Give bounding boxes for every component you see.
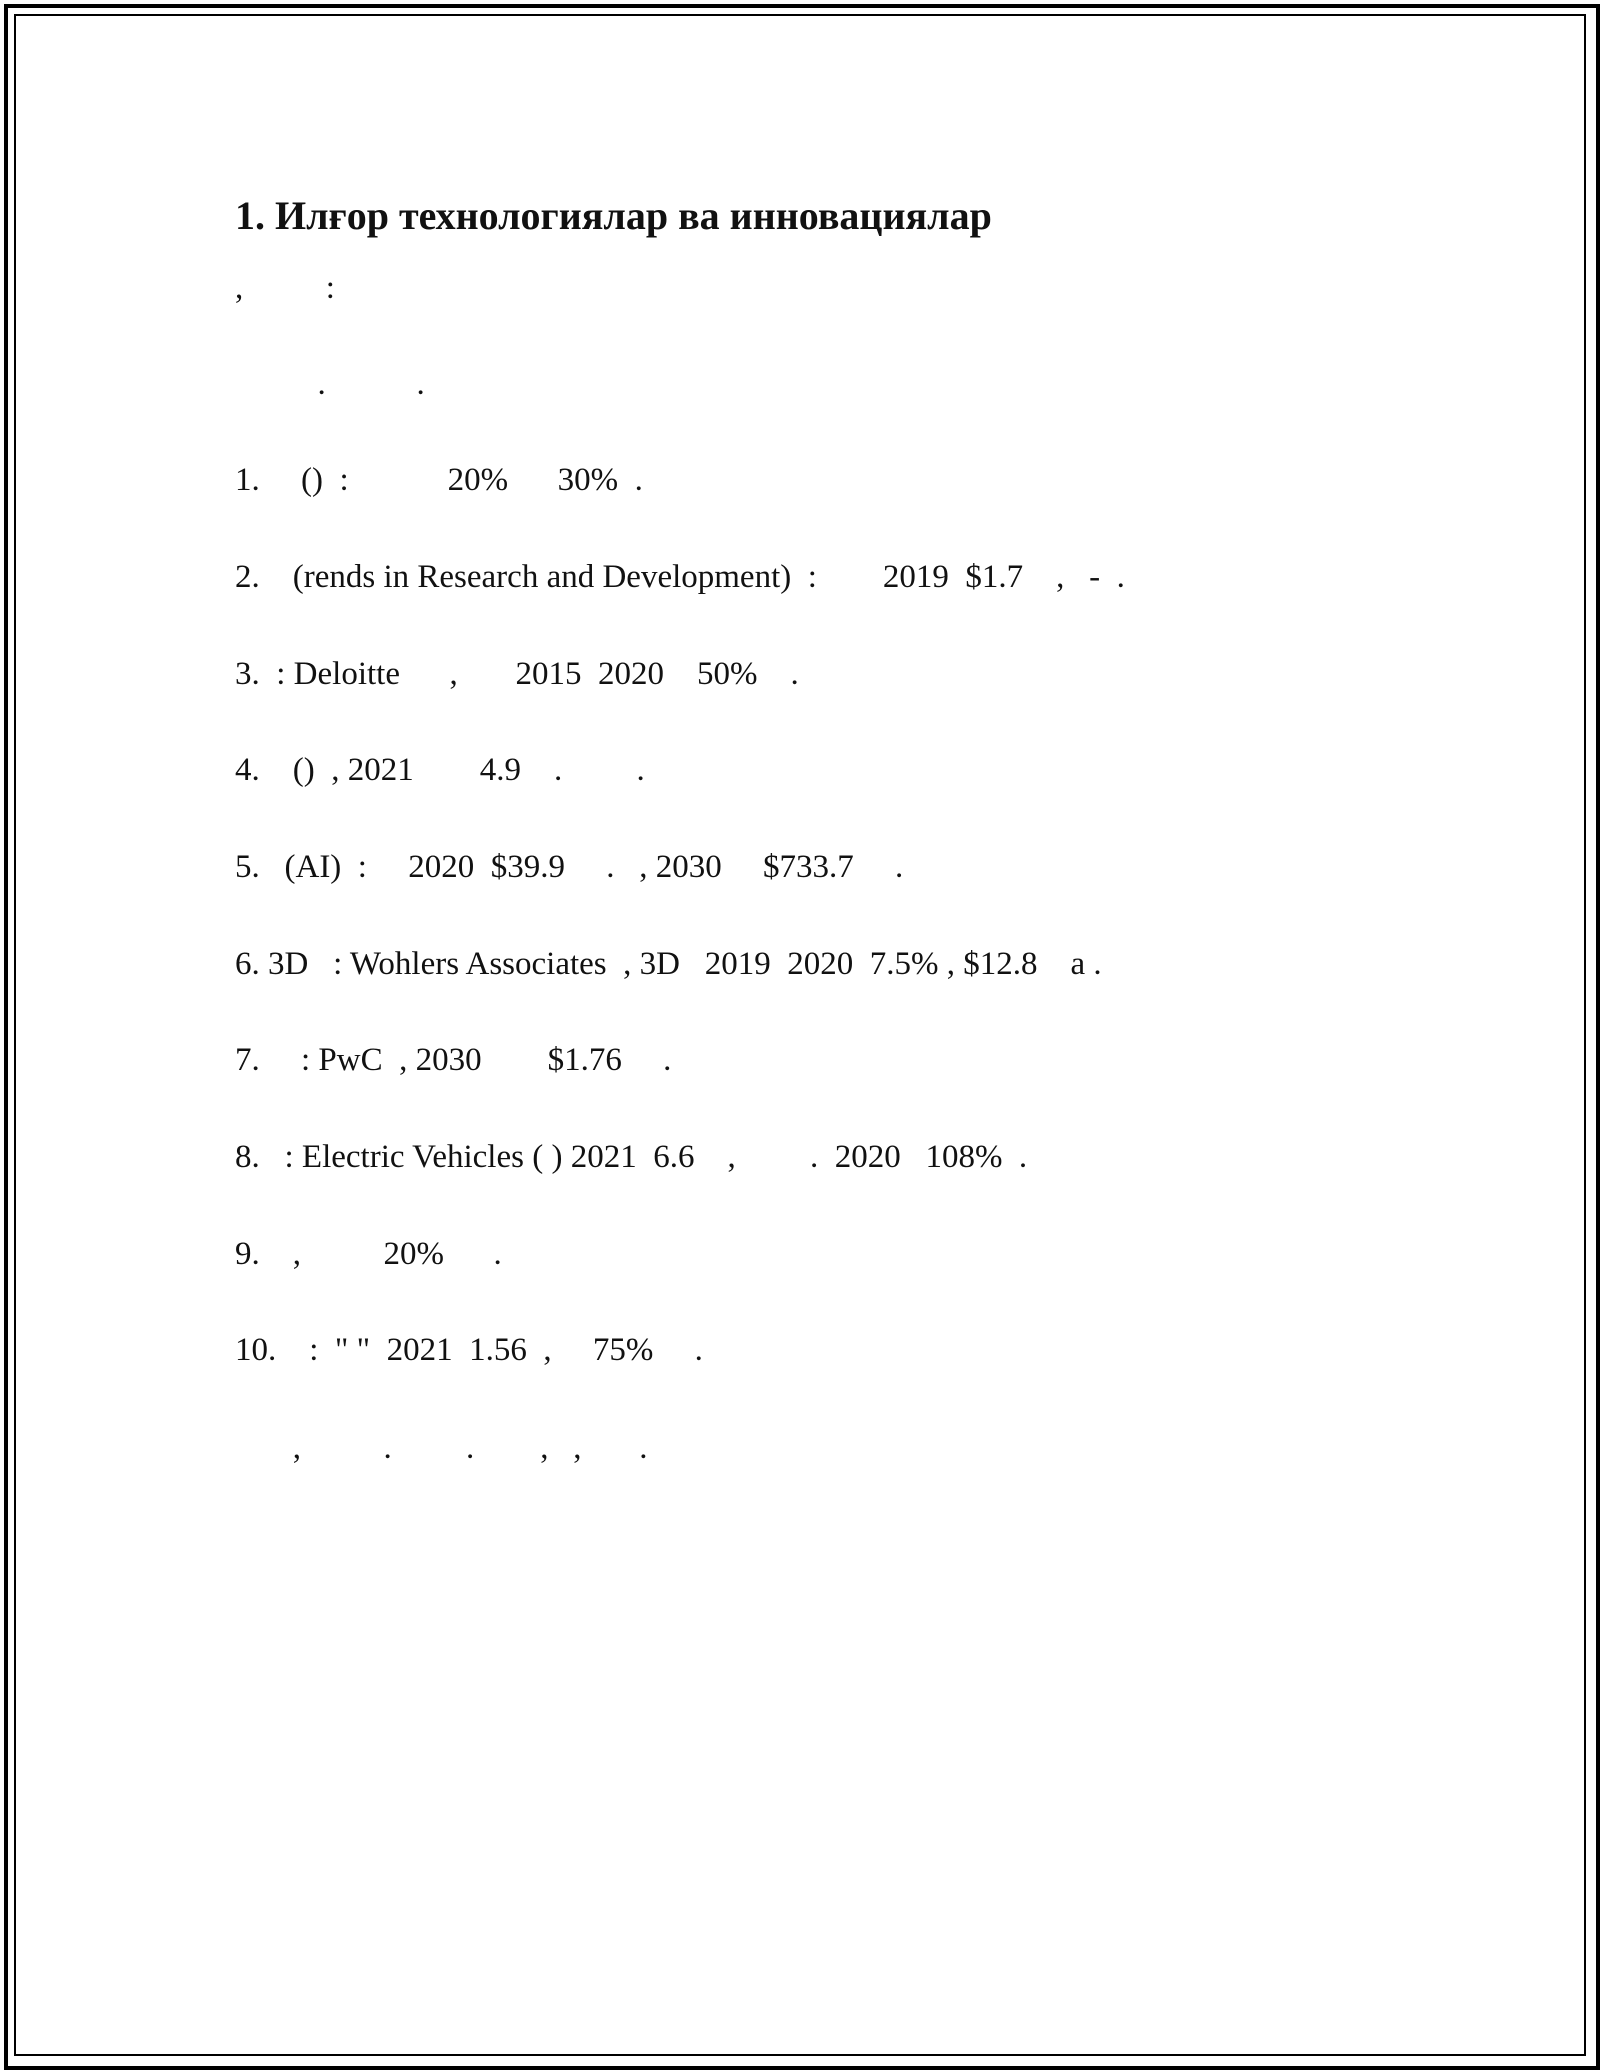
page-inner-border xyxy=(14,14,1586,2056)
list-item-4: 4. () , 2021 4.9 . . xyxy=(235,752,645,788)
intro-line-1: , : xyxy=(235,270,335,306)
list-item-9: 9. , 20% . xyxy=(235,1236,502,1272)
intro-line-2: . . xyxy=(235,366,425,402)
list-item-1: 1. () : 20% 30% . xyxy=(235,462,643,498)
list-item-8: 8. : Electric Vehicles ( ) 2021 6.6 , . 2020 108% . xyxy=(235,1139,1028,1175)
list-item-5: 5. (AI) : 2020 $39.9 . , 2030 $733.7 . xyxy=(235,849,904,885)
list-item-10: 10. : " " 2021 1.56 , 75% . xyxy=(235,1332,703,1368)
list-item-7: 7. : PwC , 2030 $1.76 . xyxy=(235,1042,672,1078)
document-body xyxy=(235,188,1415,1466)
list-item-2: 2. (rends in Research and Development) : 2019 $1.7 , - . xyxy=(235,559,1125,595)
list-item-6: 6. 3D : Wohlers Associates , 3D 2019 2020 7.5% , $12.8 a . xyxy=(235,946,1102,982)
closing-line: , . . , , . xyxy=(235,1430,648,1466)
section-heading: 1. Илғор технологиялар ва инновациялар xyxy=(235,193,992,238)
list-item-3: 3. : Deloitte , 2015 2020 50% . xyxy=(235,656,799,692)
